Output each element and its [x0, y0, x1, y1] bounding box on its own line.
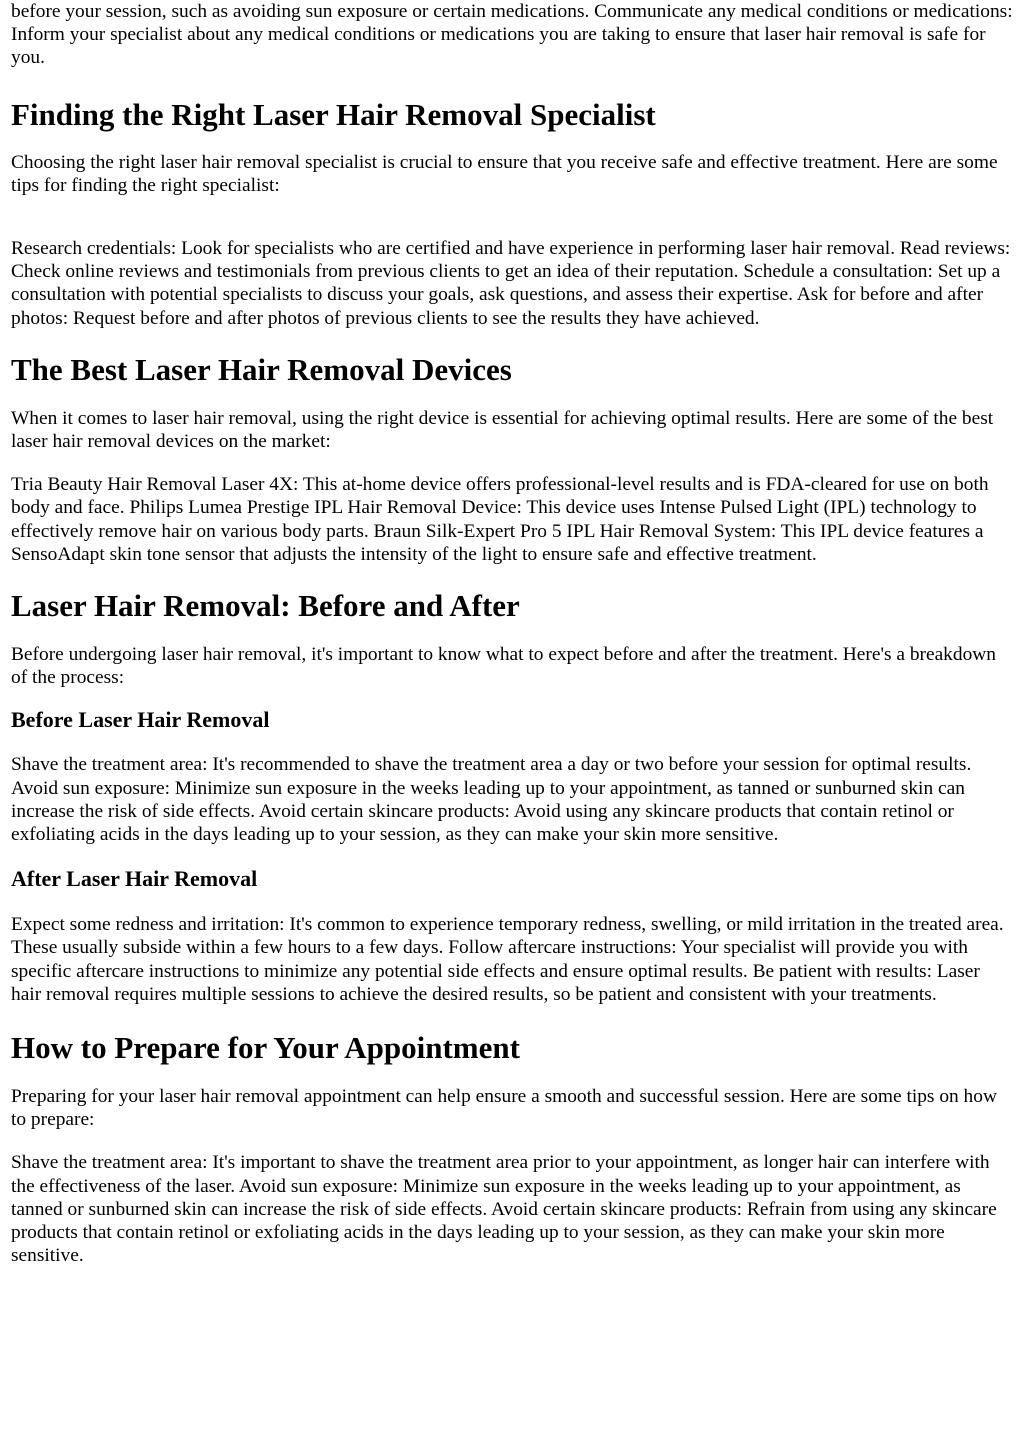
- specialist-intro-paragraph: Choosing the right laser hair removal specialist is crucial to ensure that you receive safe and effective treatment. Here are some tips for finding the right specialist:: [11, 151, 998, 196]
- before-removal-subheading: Before Laser Hair Removal: [11, 707, 270, 733]
- devices-intro-paragraph: When it comes to laser hair removal, using the right device is essential for achieving optimal results. Here are some of the best laser hair removal devices on the market:: [11, 407, 994, 453]
- specialist-heading: Finding the Right Laser Hair Removal Specialist: [11, 96, 656, 132]
- devices-heading: The Best Laser Hair Removal Devices: [11, 351, 512, 387]
- after-removal-paragraph: Expect some redness and irritation: It's common to experience temporary redness, swelling, or mild irritation in the treated area. These usually subside within a few hours to a few days. Follow aftercare instructions: Your specialist will provide you with specific aftercare instructions to minimize any potential side effects and ensure optimal results. Be patient with results: Laser hair removal requires multiple sessions to achieve the desired results, so be patient and consistent with your treatments.: [11, 914, 1004, 1005]
- prepare-intro-paragraph: Preparing for your laser hair removal appointment can help ensure a smooth and successful session. Here are some tips on how to prepare:: [11, 1086, 997, 1131]
- before-after-heading: Laser Hair Removal: Before and After: [11, 588, 520, 624]
- after-removal-subheading: After Laser Hair Removal: [11, 866, 258, 892]
- devices-section: [11, 352, 1013, 566]
- prepare-heading: How to Prepare for Your Appointment: [11, 1030, 520, 1066]
- intro-paragraph: before your session, such as avoiding sun exposure or certain medications. Communicate any medical conditions or medications: Inform your specialist about any medical conditions or medications you are taking to ensure that laser hair removal is safe for you.: [11, 1, 1013, 69]
- before-after-intro-paragraph: Before undergoing laser hair removal, it's important to know what to expect before and after the treatment. Here's a breakdown of the process:: [11, 644, 996, 689]
- prepare-section: [11, 1030, 1013, 1267]
- specialist-section: [11, 97, 1013, 330]
- before-after-section: [11, 588, 1013, 1006]
- specialist-tips-paragraph: Research credentials: Look for specialists who are certified and have experience in performing laser hair removal. Read reviews: Check online reviews and testimonials from previous clients to get an idea of their reputation. Schedule a consultation: Set up a consultation with potential specialists to discuss your goals, ask questions, and assess their expertise. Ask for before and after photos: Request before and after photos of previous clients to see the results they have achieved.: [11, 238, 1011, 329]
- devices-list-paragraph: Tria Beauty Hair Removal Laser 4X: This at-home device offers professional-level results and is FDA-cleared for use on both body and face. Philips Lumea Prestige IPL Hair Removal Device: This device uses Intense Pulsed Light (IPL) technology to effectively remove hair on various body parts. Braun Silk-Expert Pro 5 IPL Hair Removal System: This IPL device features a SensoAdapt skin tone sensor that adjusts the intensity of the light to ensure safe and effective treatment.: [11, 474, 989, 565]
- prepare-list-paragraph: Shave the treatment area: It's important to shave the treatment area prior to your appointment, as longer hair can interfere with the effectiveness of the laser. Avoid sun exposure: Minimize sun exposure in the weeks leading up to your appointment, as tanned or sunburned skin can increase the risk of side effects. Avoid certain skincare products: Refrain from using any skincare products that contain retinol or exfoliating acids in the days leading up to your session, as they can make your skin more sensitive.: [11, 1152, 997, 1267]
- before-removal-paragraph: Shave the treatment area: It's recommended to shave the treatment area a day or two before your session for optimal results. Avoid sun exposure: Minimize sun exposure in the weeks leading up to your appointment, as tanned or sunburned skin can increase the risk of side effects. Avoid certain skincare products: Avoid using any skincare products that contain retinol or exfoliating acids in the days leading up to your session, as they can make your skin more sensitive.: [11, 754, 972, 846]
